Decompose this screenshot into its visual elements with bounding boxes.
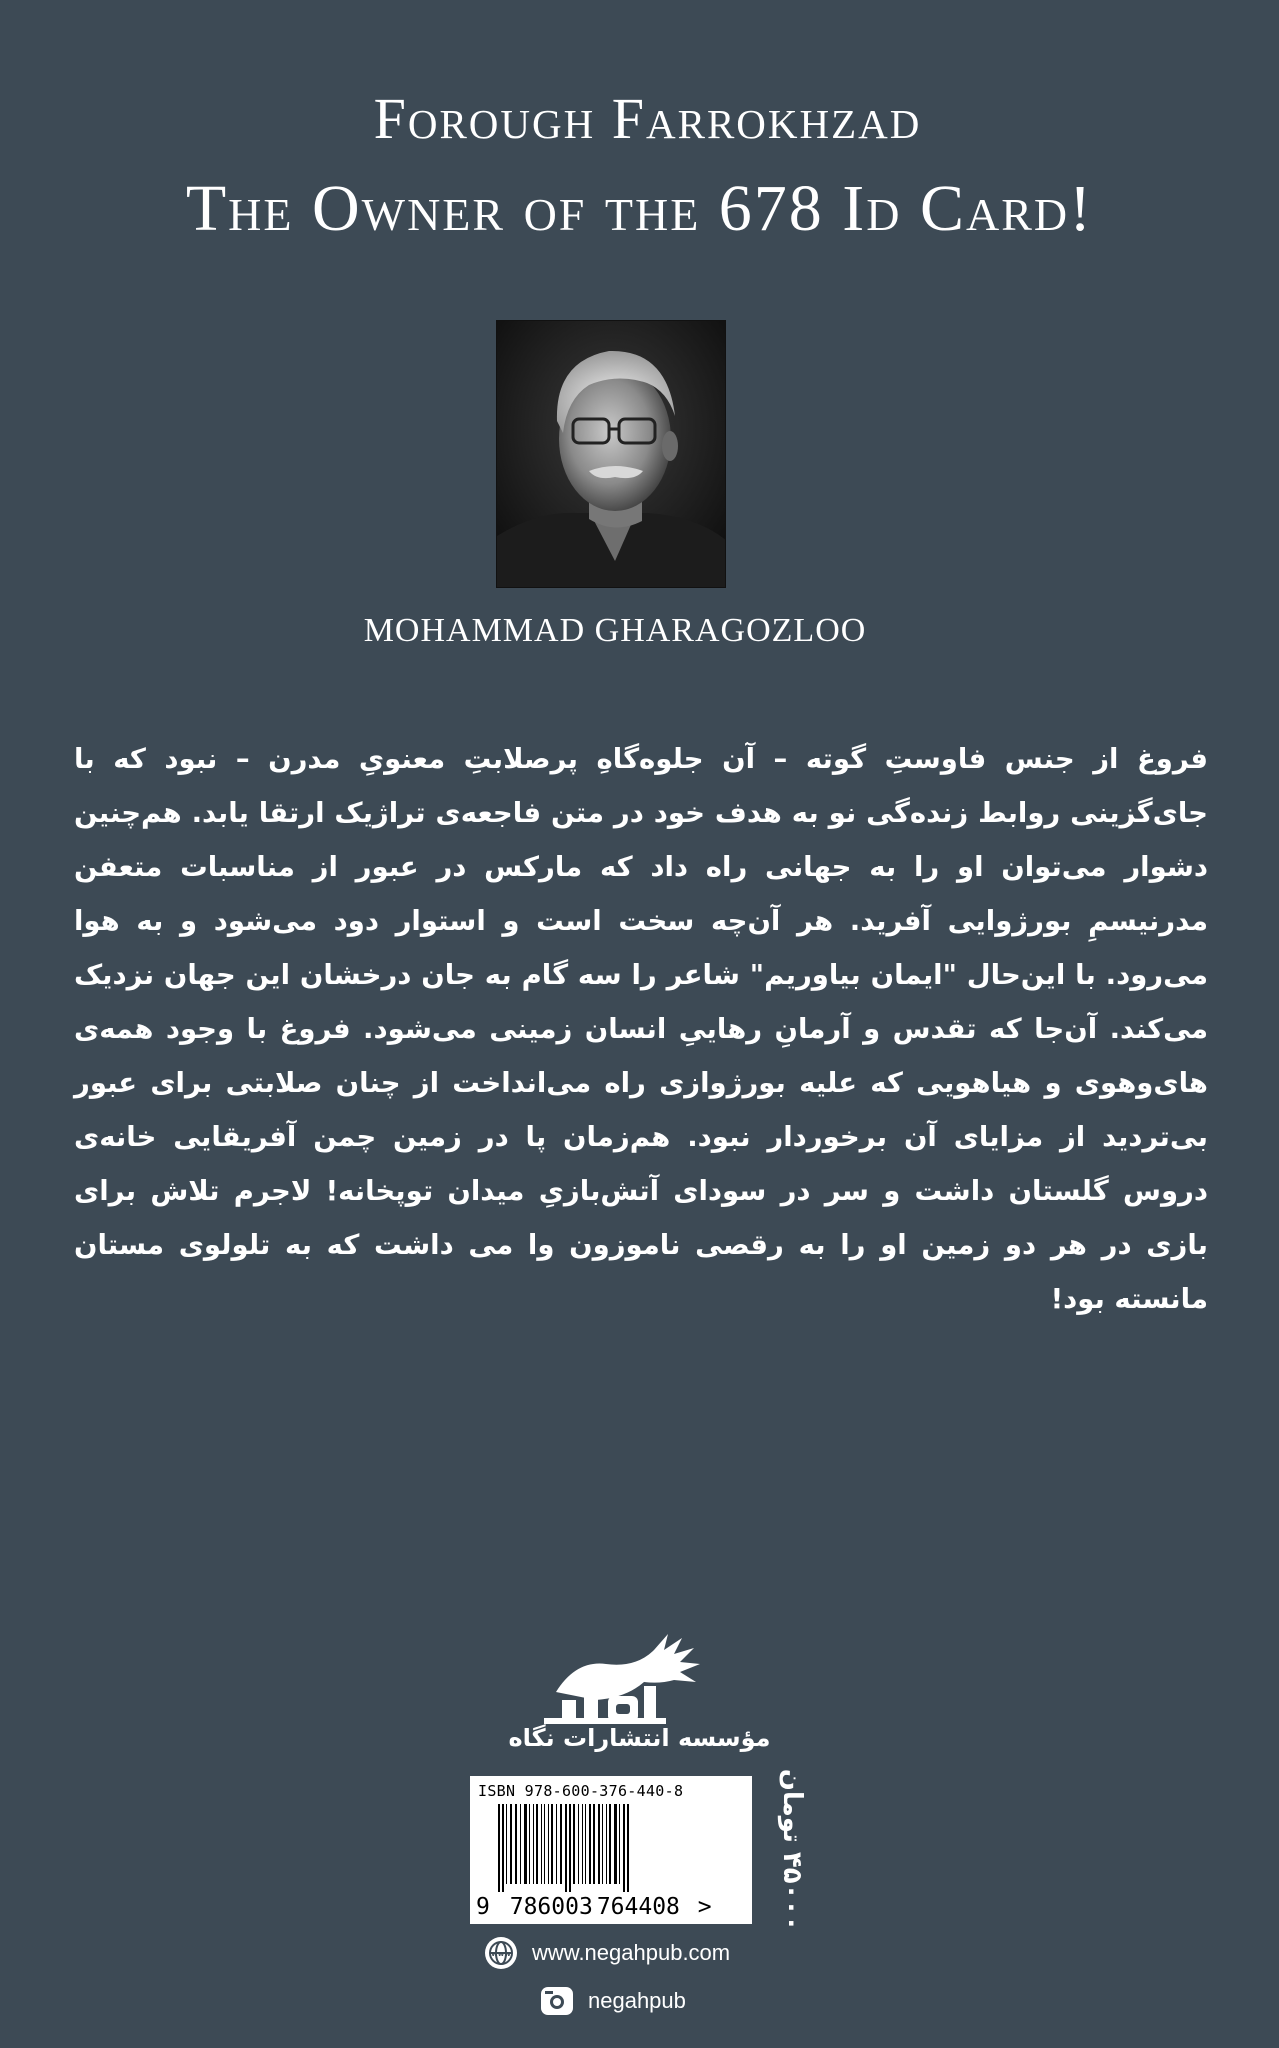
book-title: The Owner of the 678 Id Card! — [185, 172, 1094, 245]
isbn-label: ISBN 978-600-376-440-8 — [478, 1782, 684, 1800]
price-label: ۴۵۰۰۰ تومان — [777, 1768, 807, 1932]
barcode-bar — [541, 1804, 542, 1884]
website-link[interactable]: www.negahpub.com — [532, 1940, 731, 1965]
barcode-bar — [556, 1804, 557, 1884]
publisher-name: مؤسسه انتشارات نگاه — [508, 1724, 771, 1752]
instagram-row[interactable] — [540, 1984, 686, 2018]
isbn-barcode — [470, 1776, 752, 1924]
guard-bar — [565, 1804, 567, 1892]
barcode-bar — [582, 1804, 583, 1884]
barcode-bar — [573, 1804, 575, 1884]
ean-right-group: 764408 — [596, 1894, 680, 1920]
barcode-bar — [578, 1804, 579, 1884]
author-photo — [496, 320, 726, 588]
author-name: MOHAMMAD GHARAGOZLOO — [363, 612, 867, 649]
barcode-bar — [506, 1804, 507, 1884]
barcode-bar — [524, 1804, 527, 1884]
ean-arrow: > — [697, 1894, 712, 1920]
barcode-bar — [533, 1804, 534, 1884]
barcode-bar — [602, 1804, 603, 1884]
barcode-bar — [551, 1804, 553, 1884]
barcode-bar — [515, 1804, 517, 1884]
guard-bar — [502, 1804, 504, 1892]
svg-text:www: www — [491, 1950, 511, 1958]
camera-icon — [540, 1984, 574, 2018]
website-row[interactable] — [484, 1936, 730, 1970]
ean-first-digit: 9 — [476, 1894, 490, 1920]
back-cover-blurb: فروغ از جنس فاوستِ گوته – آن جلوه‌گاهِ پرصلابتِ معنویِ مدرن – نبود که با جای‌گزینی روابط زنده‌گی نو به هدف خود در متن فاجعه‌ی تراژیک ارتقا یابد. هم‌چنین دشوار می‌توان او را به جهانی راه داد که مارکس در عبور از مناسبات متعفن مدرنیسمِ بورژوایی آفرید. هر آن‌چه سخت است و استوار دود می‌شود و به هوا می‌رود. با این‌حال "ایمان بیاوریم" شاعر را سه گام به جان درخشان این جهان نزدیک می‌کند. آن‌جا که تقدس و آرمانِ رهاییِ انسان زمینی می‌شود. فروغ با وجود همه‌ی های‌وهوی و هیاهویی که علیه بورژوازی راه می‌انداخت از چنان صلابتی برای عبور بی‌تردید از مزایای آن برخوردار نبود. هم‌زمان پا در زمین چمن آفریقایی خانه‌ی دروس گلستان داشت و سر در سودای آتش‌بازیِ میدان توپخانه! لاجرم تلاش برای بازی در هر دو زمین او را به رقصی ناموزون وا می داشت که به تلولوی مستان مانسته بود! — [74, 743, 1208, 1315]
barcode-bar — [606, 1804, 607, 1884]
ean-digits — [476, 1894, 746, 1920]
barcode-bar — [529, 1804, 530, 1884]
barcode-bar — [544, 1804, 545, 1884]
cover-author-title: Forough Farrokhzad — [373, 86, 922, 151]
barcode-bar — [619, 1804, 620, 1884]
barcode-bar — [536, 1804, 538, 1884]
globe-icon — [484, 1936, 518, 1970]
barcode-bar — [585, 1804, 586, 1884]
negah-logo — [536, 1620, 706, 1730]
guard-bar — [627, 1804, 629, 1892]
barcode-bar — [548, 1804, 549, 1884]
guard-bar — [623, 1804, 625, 1892]
barcode-bar — [510, 1804, 512, 1884]
barcode-bar — [609, 1804, 611, 1884]
instagram-handle[interactable]: negahpub — [588, 1988, 686, 2013]
barcode-bar — [593, 1804, 595, 1884]
ean-left-group: 786003 — [509, 1894, 593, 1920]
barcode-bar — [520, 1804, 521, 1884]
barcode-bar — [560, 1804, 562, 1884]
barcode-bars — [496, 1804, 728, 1892]
guard-bar — [569, 1804, 571, 1892]
barcode-bar — [598, 1804, 600, 1884]
barcode-bar — [589, 1804, 591, 1884]
cover-titles — [0, 86, 1279, 245]
guard-bar — [498, 1804, 500, 1892]
barcode-bar — [614, 1804, 617, 1884]
